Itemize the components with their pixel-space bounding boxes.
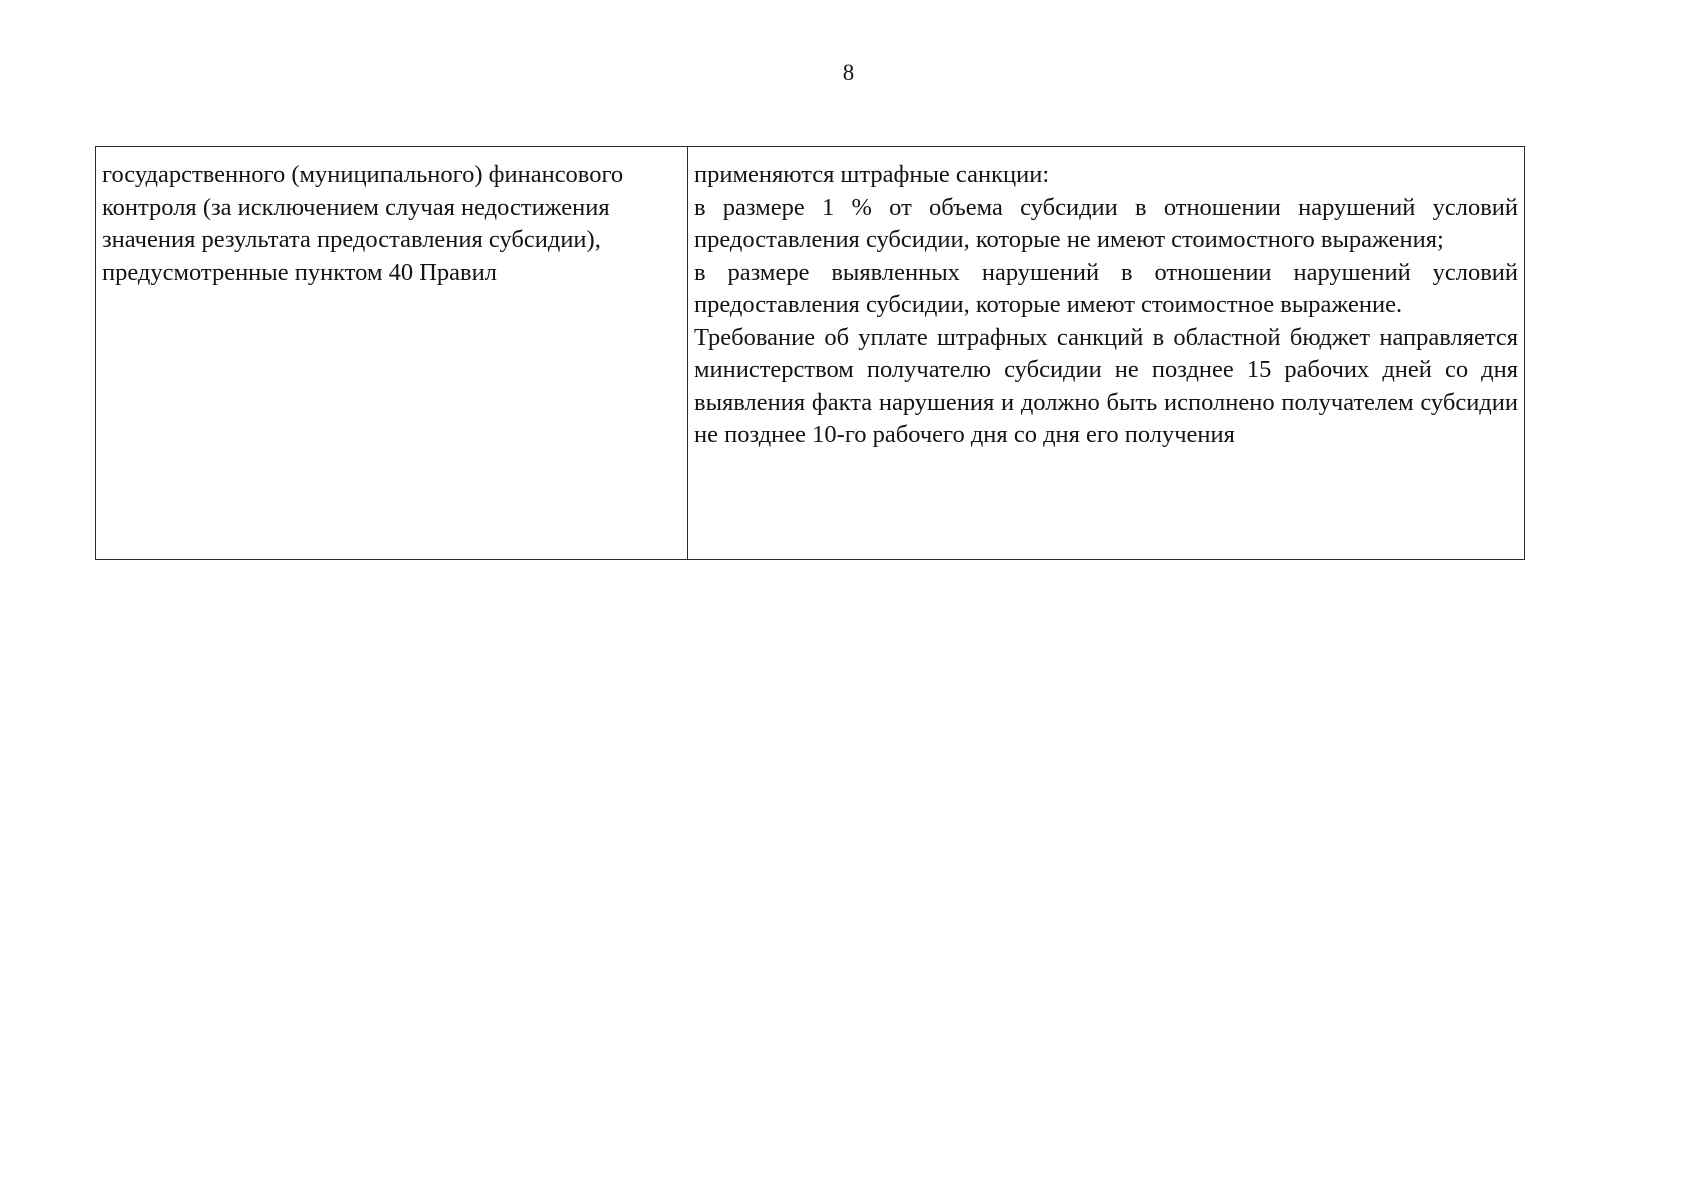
document-table [95,146,1525,560]
table-cell-right [688,147,1524,559]
left-cell-text: государственного (муниципального) финансового контроля (за исключением случая недостижения значения результата предоставления субсидии), предусмотренные пунктом 40 Правил [102,161,624,286]
right-cell-paragraph-1: применяются штрафные санкции: [694,161,1050,188]
right-cell-paragraph-4: Требование об уплате штрафных санкций в областной бюджет направляется министерством получателю субсидии не позднее 15 рабочих дней со дня выявления факта нарушения и должно быть исполнено получателем субсидии не позднее 10-го рабочего дня со дня его получения [694,323,1518,448]
table-cell-left [96,147,688,559]
right-cell-paragraph-2: в размере 1 % от объема субсидии в отношении нарушений условий предоставления субсидии, которые не имеют стоимостного выражения; [694,193,1518,253]
page-number: 8 [842,60,855,85]
right-cell-paragraph-3: в размере выявленных нарушений в отношении нарушений условий предоставления субсидии, которые имеют стоимостное выражение. [694,258,1518,318]
